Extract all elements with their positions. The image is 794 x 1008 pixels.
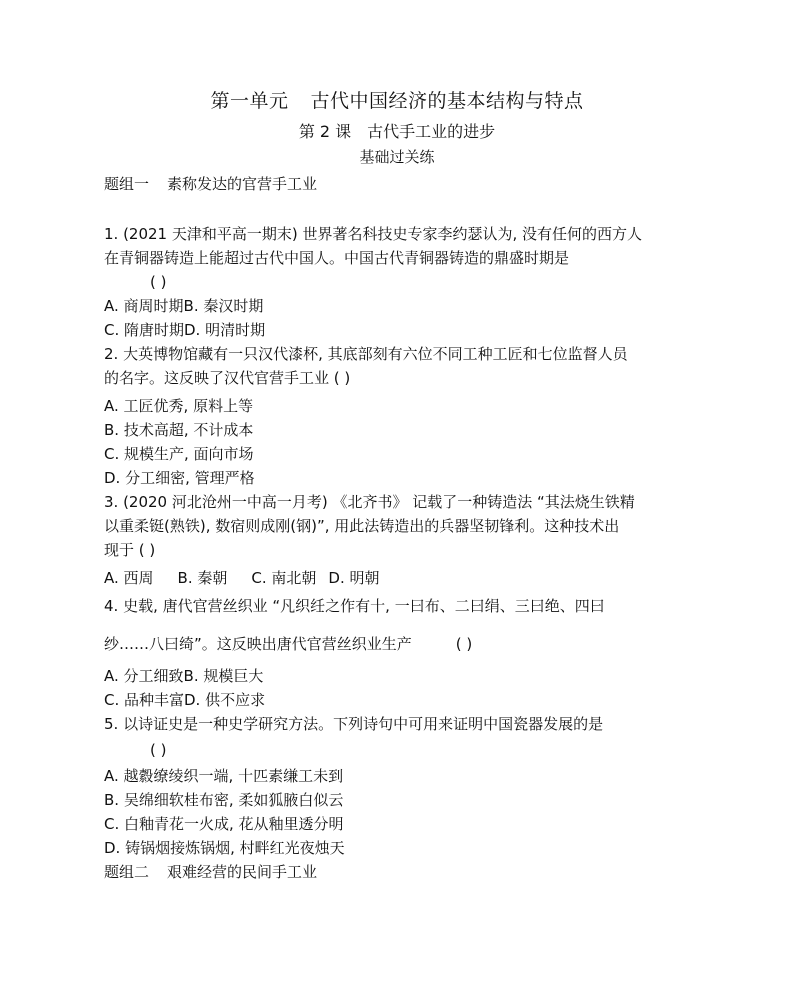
question-1-line-2: 在青铜器铸造上能超过古代中国人。中国古代青铜器铸造的鼎盛时期是 [104,249,570,267]
question-3-line-2: 以重柔铤(熟铁), 数宿则成刚(钢)”, 用此法铸造出的兵器坚韧锋利。这种技术出 [104,517,620,535]
option-b: B. 秦朝 [177,569,228,587]
question-2-option-c: C. 规模生产, 面向市场 [104,445,254,463]
lesson-label: 第 2 课 [298,122,352,141]
answer-blank: ( ) [150,741,167,759]
answer-blank: ( ) [150,273,167,291]
question-4-line-2 [104,632,472,656]
unit-title [0,86,794,116]
section-label: 题组二 [104,863,150,881]
option-a: A. 西周 [104,569,154,587]
question-3-options [104,566,379,590]
question-4-line-2-text: 纱……八曰绮”。这反映出唐代官营丝织业生产 [104,635,412,653]
question-5-option-d: D. 铸锅烟接炼锅烟, 村畔红光夜烛天 [104,839,345,857]
unit-label: 第一单元 [210,90,289,112]
question-2-option-d: D. 分工细密, 管理严格 [104,469,255,487]
section-heading-2 [104,860,317,884]
unit-title-text: 古代中国经济的基本结构与特点 [310,90,584,112]
question-4-options-cd: C. 品种丰富D. 供不应求 [104,691,266,709]
question-4-options-ab: A. 分工细致B. 规模巨大 [104,667,264,685]
section-heading-1 [104,172,317,196]
question-5-option-b: B. 吴绵细软桂布密, 柔如狐腋白似云 [104,791,344,809]
question-2-line-1: 2. 大英博物馆藏有一只汉代漆杯, 其底部刻有六位不同工种工匠和七位监督人员 [104,345,628,363]
lesson-title-text: 古代手工业的进步 [367,122,496,141]
answer-blank: ( ) [455,635,473,653]
section-title: 艰难经营的民间手工业 [167,863,318,881]
section-title: 素称发达的官营手工业 [167,175,318,193]
option-c: C. 南北朝 [251,569,317,587]
section-label: 题组一 [104,175,150,193]
question-2-option-a: A. 工匠优秀, 原料上等 [104,397,254,415]
practice-label: 基础过关练 [359,148,435,166]
question-2-line-2: 的名字。这反映了汉代官营手工业 ( ) [104,369,351,387]
question-4-line-1: 4. 史载, 唐代官营丝织业 “凡织纴之作有十, 一曰布、二曰绢、三曰绝、四曰 [104,597,605,615]
lesson-title [0,120,794,144]
question-1-line-1: 1. (2021 天津和平高一期末) 世界著名科技史专家李约瑟认为, 没有任何的西方人 [104,225,643,243]
option-d: D. 明朝 [328,569,380,587]
question-3-line-1: 3. (2020 河北沧州一中高一月考) 《北齐书》 记载了一种铸造法 “其法烧生铁精 [104,493,635,511]
question-1-options-cd: C. 隋唐时期D. 明清时期 [104,321,266,339]
question-3-line-3: 现于 ( ) [104,541,156,559]
question-2-option-b: B. 技术高超, 不计成本 [104,421,254,439]
question-1-options-ab: A. 商周时期B. 秦汉时期 [104,297,264,315]
question-5-option-a: A. 越縠缭绫织一端, 十匹素缣工未到 [104,767,344,785]
question-5-line-1: 5. 以诗证史是一种史学研究方法。下列诗句中可用来证明中国瓷器发展的是 [104,715,604,733]
question-5-option-c: C. 白釉青花一火成, 花从釉里透分明 [104,815,344,833]
